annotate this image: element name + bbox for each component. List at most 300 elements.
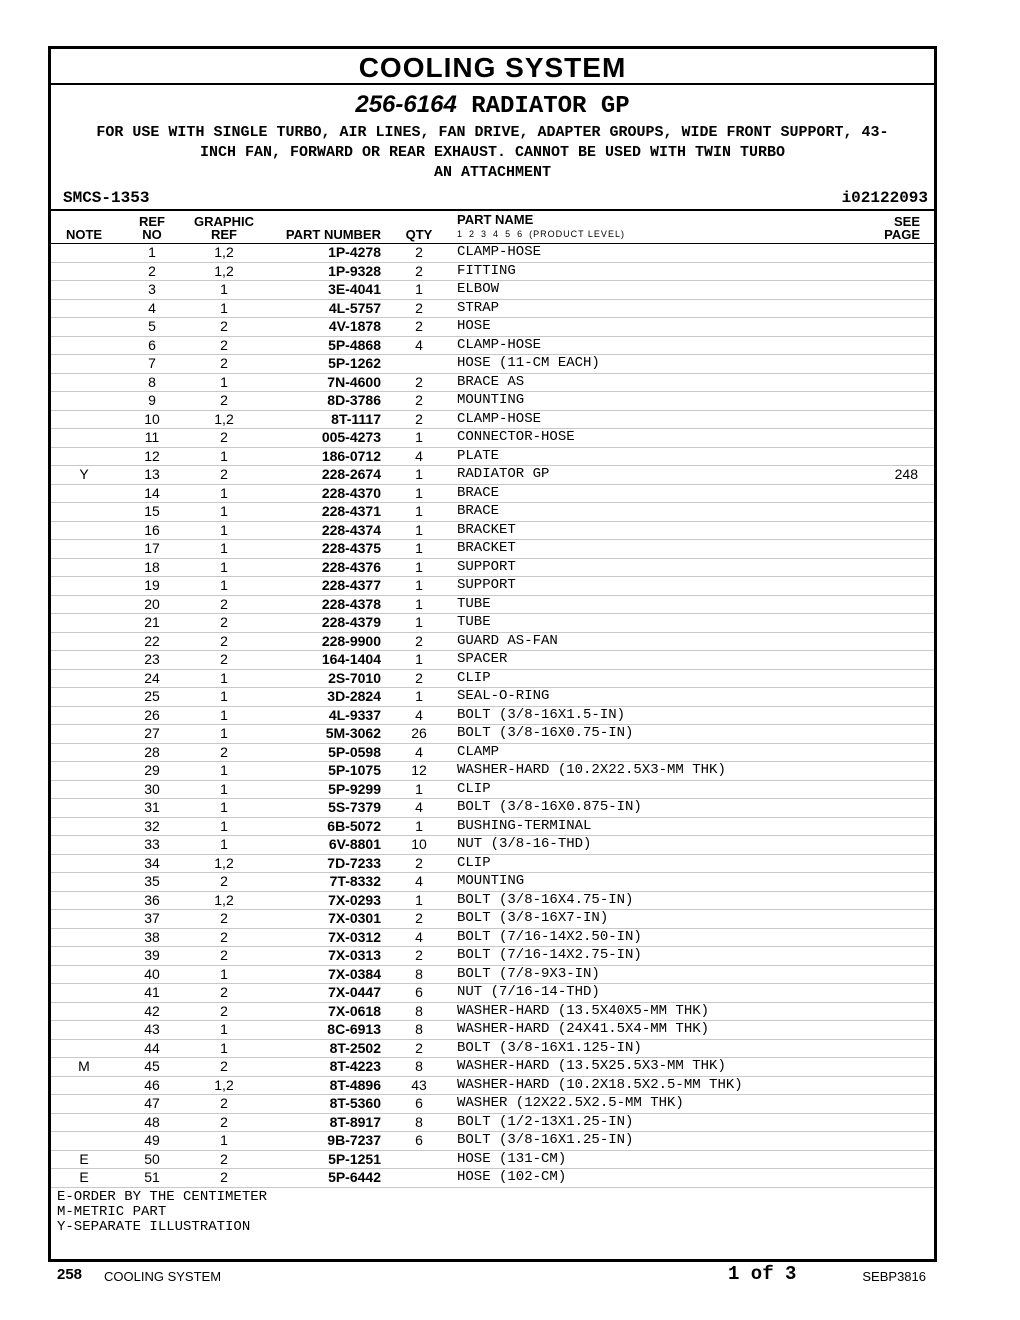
graphic-ref-cell: 1 <box>187 762 261 781</box>
see-page-cell <box>844 540 934 559</box>
part-number-cell: 5M-3062 <box>261 725 389 744</box>
part-number-cell: 228-4374 <box>261 521 389 540</box>
qty-cell: 2 <box>389 854 449 873</box>
qty-cell: 6 <box>389 984 449 1003</box>
note-cell <box>51 540 117 559</box>
see-page-cell <box>844 947 934 966</box>
note-cell <box>51 854 117 873</box>
table-row <box>51 410 934 429</box>
note-e: E-ORDER BY THE CENTIMETER <box>57 1188 268 1205</box>
qty-cell <box>389 355 449 374</box>
table-row <box>51 1021 934 1040</box>
ref-no-cell: 19 <box>117 577 187 596</box>
graphic-ref-cell: 2 <box>187 336 261 355</box>
qty-cell: 1 <box>389 466 449 485</box>
table-row <box>51 817 934 836</box>
ref-no-cell: 50 <box>117 1150 187 1169</box>
part-name-cell: RADIATOR GP <box>449 466 844 485</box>
ref-no-cell: 11 <box>117 429 187 448</box>
ref-no-cell: 40 <box>117 965 187 984</box>
see-page-cell <box>844 854 934 873</box>
part-number-cell: 5P-1262 <box>261 355 389 374</box>
note-cell <box>51 688 117 707</box>
table-row <box>51 743 934 762</box>
graphic-ref-cell: 1 <box>187 688 261 707</box>
part-name-cell: SUPPORT <box>449 558 844 577</box>
note-cell <box>51 1021 117 1040</box>
table-row <box>51 466 934 485</box>
note-cell <box>51 447 117 466</box>
part-number-cell: 5P-0598 <box>261 743 389 762</box>
see-page-cell <box>844 1002 934 1021</box>
ref-no-cell: 29 <box>117 762 187 781</box>
part-number-cell: 5S-7379 <box>261 799 389 818</box>
table-row <box>51 299 934 318</box>
graphic-ref-cell: 2 <box>187 429 261 448</box>
see-page-cell <box>844 817 934 836</box>
ref-no-cell: 1 <box>117 244 187 263</box>
ref-no-cell: 21 <box>117 614 187 633</box>
table-row <box>51 577 934 596</box>
part-number-cell: 3D-2824 <box>261 688 389 707</box>
ref-no-cell: 6 <box>117 336 187 355</box>
qty-cell: 1 <box>389 614 449 633</box>
table-row <box>51 614 934 633</box>
part-number-cell: 5P-1251 <box>261 1150 389 1169</box>
see-page-cell <box>844 910 934 929</box>
title-block <box>51 91 934 183</box>
part-name-cell: BRACE AS <box>449 373 844 392</box>
part-number-cell: 8T-4896 <box>261 1076 389 1095</box>
graphic-ref-cell: 2 <box>187 1150 261 1169</box>
qty-cell: 1 <box>389 281 449 300</box>
table-row <box>51 373 934 392</box>
part-name-cell: HOSE (131-CM) <box>449 1150 844 1169</box>
graphic-ref-cell: 1 <box>187 447 261 466</box>
note-cell <box>51 262 117 281</box>
part-name-cell: BOLT (3/8-16X4.75-IN) <box>449 891 844 910</box>
part-name-cell: WASHER-HARD (13.5X40X5-MM THK) <box>449 1002 844 1021</box>
table-row <box>51 965 934 984</box>
part-name-cell: SUPPORT <box>449 577 844 596</box>
see-page-cell <box>844 558 934 577</box>
graphic-ref-cell: 1 <box>187 577 261 596</box>
ref-no-cell: 39 <box>117 947 187 966</box>
qty-cell: 1 <box>389 521 449 540</box>
graphic-ref-cell: 1,2 <box>187 244 261 263</box>
qty-cell: 1 <box>389 651 449 670</box>
part-number-cell: 8C-6913 <box>261 1021 389 1040</box>
part-number-cell: 8T-1117 <box>261 410 389 429</box>
note-m: M-METRIC PART <box>57 1203 167 1220</box>
ref-no-cell: 12 <box>117 447 187 466</box>
ref-no-cell: 38 <box>117 928 187 947</box>
see-page-cell <box>844 1132 934 1151</box>
see-page-cell <box>844 355 934 374</box>
note-cell <box>51 799 117 818</box>
graphic-ref-cell: 1 <box>187 1132 261 1151</box>
graphic-ref-cell: 1 <box>187 836 261 855</box>
section-title: COOLING SYSTEM <box>51 49 934 85</box>
part-name-cell: GUARD AS-FAN <box>449 632 844 651</box>
part-name-cell: CLAMP-HOSE <box>449 244 844 263</box>
ref-no-cell: 36 <box>117 891 187 910</box>
table-row <box>51 540 934 559</box>
graphic-ref-cell: 1,2 <box>187 262 261 281</box>
note-cell <box>51 928 117 947</box>
ref-no-cell: 32 <box>117 817 187 836</box>
table-row <box>51 558 934 577</box>
ref-no-cell: 9 <box>117 392 187 411</box>
note-cell <box>51 780 117 799</box>
part-number-cell: 4L-5757 <box>261 299 389 318</box>
note-cell <box>51 910 117 929</box>
note-cell <box>51 244 117 263</box>
graphic-ref-cell: 1 <box>187 373 261 392</box>
table-row <box>51 725 934 744</box>
part-number-cell: 8T-5360 <box>261 1095 389 1114</box>
part-number-cell: 7X-0313 <box>261 947 389 966</box>
graphic-ref-cell: 2 <box>187 910 261 929</box>
group-description: FOR USE WITH SINGLE TURBO, AIR LINES, FAN DRIVE, ADAPTER GROUPS, WIDE FRONT SUPPORT, 43-INCH FAN, FORWARD OR REAR EXHAUST. CANNOT BE USED WITH TWIN TURBO <box>96 124 889 161</box>
graphic-ref-cell: 1 <box>187 669 261 688</box>
qty-cell <box>389 1169 449 1188</box>
see-page-cell <box>844 410 934 429</box>
graphic-ref-cell: 2 <box>187 651 261 670</box>
part-name-cell: BRACE <box>449 503 844 522</box>
table-row <box>51 1039 934 1058</box>
parts-page-frame <box>48 46 937 1262</box>
table-row <box>51 1058 934 1077</box>
col-ref-no: REF NO <box>117 211 187 244</box>
table-row <box>51 336 934 355</box>
qty-cell: 4 <box>389 928 449 947</box>
note-cell <box>51 1132 117 1151</box>
table-row <box>51 910 934 929</box>
see-page-cell <box>844 577 934 596</box>
ref-no-cell: 44 <box>117 1039 187 1058</box>
see-page-cell <box>844 1058 934 1077</box>
table-row <box>51 595 934 614</box>
graphic-ref-cell: 1,2 <box>187 410 261 429</box>
ref-no-cell: 45 <box>117 1058 187 1077</box>
note-cell <box>51 651 117 670</box>
col-graphic-ref: GRAPHIC REF <box>187 211 261 244</box>
qty-cell: 4 <box>389 799 449 818</box>
ref-no-cell: 47 <box>117 1095 187 1114</box>
part-name-cell: BOLT (3/8-16X0.75-IN) <box>449 725 844 744</box>
qty-cell: 8 <box>389 1002 449 1021</box>
ref-no-cell: 43 <box>117 1021 187 1040</box>
table-row <box>51 780 934 799</box>
graphic-ref-cell: 1 <box>187 799 261 818</box>
qty-cell: 2 <box>389 318 449 337</box>
qty-cell: 4 <box>389 873 449 892</box>
graphic-ref-cell: 1 <box>187 299 261 318</box>
ref-no-cell: 8 <box>117 373 187 392</box>
see-page-cell <box>844 447 934 466</box>
qty-cell: 26 <box>389 725 449 744</box>
part-number-cell: 228-4378 <box>261 595 389 614</box>
ref-no-cell: 41 <box>117 984 187 1003</box>
note-cell <box>51 947 117 966</box>
ref-no-cell: 30 <box>117 780 187 799</box>
parts-table-body <box>51 244 934 1188</box>
table-row <box>51 873 934 892</box>
table-row <box>51 484 934 503</box>
graphic-ref-cell: 1 <box>187 558 261 577</box>
part-name-cell: HOSE (11-CM EACH) <box>449 355 844 374</box>
ref-no-cell: 23 <box>117 651 187 670</box>
qty-cell: 2 <box>389 410 449 429</box>
ref-no-cell: 31 <box>117 799 187 818</box>
note-cell <box>51 984 117 1003</box>
note-cell <box>51 355 117 374</box>
see-page-cell <box>844 1169 934 1188</box>
see-page-cell <box>844 614 934 633</box>
part-number-cell: 6V-8801 <box>261 836 389 855</box>
graphic-ref-cell: 1 <box>187 484 261 503</box>
part-name-cell: STRAP <box>449 299 844 318</box>
graphic-ref-cell: 1 <box>187 817 261 836</box>
see-page-cell <box>844 1039 934 1058</box>
illustration-id: i02122093 <box>841 189 928 207</box>
qty-cell: 10 <box>389 836 449 855</box>
qty-cell: 6 <box>389 1095 449 1114</box>
col-part-number: PART NUMBER <box>261 211 389 244</box>
graphic-ref-cell: 2 <box>187 743 261 762</box>
footer-page-number: 258 <box>57 1266 83 1283</box>
qty-cell: 4 <box>389 447 449 466</box>
graphic-ref-cell: 2 <box>187 318 261 337</box>
table-row <box>51 503 934 522</box>
group-part-number: 256-6164 <box>355 91 457 118</box>
graphic-ref-cell: 2 <box>187 355 261 374</box>
qty-cell: 2 <box>389 669 449 688</box>
table-row <box>51 836 934 855</box>
part-name-cell: BRACE <box>449 484 844 503</box>
part-number-cell: 4L-9337 <box>261 706 389 725</box>
part-number-cell: 005-4273 <box>261 429 389 448</box>
note-cell: E <box>51 1150 117 1169</box>
table-row <box>51 1095 934 1114</box>
part-name-cell: NUT (7/16-14-THD) <box>449 984 844 1003</box>
part-name-cell: BOLT (3/8-16X1.5-IN) <box>449 706 844 725</box>
note-cell <box>51 318 117 337</box>
smcs-row <box>51 183 934 211</box>
qty-cell: 2 <box>389 1039 449 1058</box>
part-number-cell: 9B-7237 <box>261 1132 389 1151</box>
graphic-ref-cell: 1 <box>187 965 261 984</box>
qty-cell: 1 <box>389 817 449 836</box>
qty-cell: 1 <box>389 891 449 910</box>
ref-no-cell: 27 <box>117 725 187 744</box>
part-number-cell: 5P-6442 <box>261 1169 389 1188</box>
qty-cell <box>389 1150 449 1169</box>
qty-cell: 2 <box>389 373 449 392</box>
note-cell <box>51 299 117 318</box>
table-row <box>51 706 934 725</box>
part-number-cell: 8D-3786 <box>261 392 389 411</box>
part-number-cell: 7X-0301 <box>261 910 389 929</box>
see-page-cell: 248 <box>844 466 934 485</box>
see-page-cell <box>844 725 934 744</box>
part-number-cell: 6B-5072 <box>261 817 389 836</box>
col-note: NOTE <box>51 211 117 244</box>
graphic-ref-cell: 1 <box>187 1039 261 1058</box>
see-page-cell <box>844 484 934 503</box>
table-row <box>51 355 934 374</box>
part-name-cell: WASHER-HARD (10.2X18.5X2.5-MM THK) <box>449 1076 844 1095</box>
see-page-cell <box>844 799 934 818</box>
note-cell: E <box>51 1169 117 1188</box>
table-row <box>51 632 934 651</box>
table-row <box>51 429 934 448</box>
graphic-ref-cell: 2 <box>187 1002 261 1021</box>
graphic-ref-cell: 2 <box>187 928 261 947</box>
part-number-cell: 228-4376 <box>261 558 389 577</box>
graphic-ref-cell: 1 <box>187 503 261 522</box>
qty-cell: 6 <box>389 1132 449 1151</box>
see-page-cell <box>844 928 934 947</box>
ref-no-cell: 5 <box>117 318 187 337</box>
qty-cell: 1 <box>389 484 449 503</box>
part-number-cell: 5P-4868 <box>261 336 389 355</box>
part-name-cell: CLAMP-HOSE <box>449 410 844 429</box>
graphic-ref-cell: 1 <box>187 780 261 799</box>
graphic-ref-cell: 1 <box>187 521 261 540</box>
part-name-cell: SEAL-O-RING <box>449 688 844 707</box>
graphic-ref-cell: 1 <box>187 281 261 300</box>
graphic-ref-cell: 1,2 <box>187 1076 261 1095</box>
see-page-cell <box>844 743 934 762</box>
see-page-cell <box>844 706 934 725</box>
see-page-cell <box>844 1021 934 1040</box>
part-number-cell: 2S-7010 <box>261 669 389 688</box>
part-number-cell: 1P-9328 <box>261 262 389 281</box>
see-page-cell <box>844 595 934 614</box>
see-page-cell <box>844 299 934 318</box>
see-page-cell <box>844 688 934 707</box>
note-cell <box>51 558 117 577</box>
note-cell <box>51 632 117 651</box>
note-cell <box>51 1002 117 1021</box>
part-name-cell: HOSE <box>449 318 844 337</box>
table-row <box>51 281 934 300</box>
part-number-cell: 4V-1878 <box>261 318 389 337</box>
qty-cell: 2 <box>389 947 449 966</box>
part-number-cell: 228-4371 <box>261 503 389 522</box>
ref-no-cell: 34 <box>117 854 187 873</box>
part-name-cell: CLAMP-HOSE <box>449 336 844 355</box>
table-row <box>51 799 934 818</box>
smcs-code: SMCS-1353 <box>63 189 150 207</box>
see-page-cell <box>844 429 934 448</box>
table-row <box>51 1150 934 1169</box>
table-row <box>51 984 934 1003</box>
note-cell <box>51 410 117 429</box>
table-row <box>51 688 934 707</box>
graphic-ref-cell: 2 <box>187 1113 261 1132</box>
part-name-cell: BOLT (7/16-14X2.75-IN) <box>449 947 844 966</box>
note-cell <box>51 429 117 448</box>
part-number-cell: 7D-7233 <box>261 854 389 873</box>
part-number-cell: 1P-4278 <box>261 244 389 263</box>
qty-cell: 1 <box>389 429 449 448</box>
table-row <box>51 947 934 966</box>
qty-cell: 2 <box>389 392 449 411</box>
part-name-cell: PLATE <box>449 447 844 466</box>
ref-no-cell: 35 <box>117 873 187 892</box>
part-number-cell: 7N-4600 <box>261 373 389 392</box>
note-cell <box>51 1076 117 1095</box>
ref-no-cell: 2 <box>117 262 187 281</box>
attachment-label: AN ATTACHMENT <box>433 164 552 181</box>
part-number-cell: 186-0712 <box>261 447 389 466</box>
part-number-cell: 7X-0384 <box>261 965 389 984</box>
part-number-cell: 164-1404 <box>261 651 389 670</box>
see-page-cell <box>844 1113 934 1132</box>
table-row <box>51 521 934 540</box>
note-cell <box>51 373 117 392</box>
ref-no-cell: 42 <box>117 1002 187 1021</box>
note-cell <box>51 669 117 688</box>
note-cell <box>51 503 117 522</box>
parts-table <box>51 211 934 1188</box>
note-cell <box>51 706 117 725</box>
part-name-cell: ELBOW <box>449 281 844 300</box>
part-name-cell: BOLT (3/8-16X1.25-IN) <box>449 1132 844 1151</box>
part-number-cell: 7T-8332 <box>261 873 389 892</box>
see-page-cell <box>844 373 934 392</box>
graphic-ref-cell: 2 <box>187 632 261 651</box>
table-row <box>51 244 934 263</box>
see-page-cell <box>844 836 934 855</box>
ref-no-cell: 49 <box>117 1132 187 1151</box>
col-part-name: PART NAME 1 2 3 4 5 6 (PRODUCT LEVEL) <box>449 211 844 244</box>
note-cell <box>51 873 117 892</box>
footer-section: COOLING SYSTEM <box>104 1269 222 1284</box>
see-page-cell <box>844 262 934 281</box>
part-name-cell: NUT (3/8-16-THD) <box>449 836 844 855</box>
note-cell <box>51 595 117 614</box>
ref-no-cell: 46 <box>117 1076 187 1095</box>
see-page-cell <box>844 965 934 984</box>
part-number-cell: 7X-0618 <box>261 1002 389 1021</box>
graphic-ref-cell: 2 <box>187 1169 261 1188</box>
part-name-cell: WASHER-HARD (13.5X25.5X3-MM THK) <box>449 1058 844 1077</box>
qty-cell: 43 <box>389 1076 449 1095</box>
ref-no-cell: 25 <box>117 688 187 707</box>
part-number-cell: 7X-0312 <box>261 928 389 947</box>
ref-no-cell: 37 <box>117 910 187 929</box>
qty-cell: 12 <box>389 762 449 781</box>
qty-cell: 8 <box>389 1021 449 1040</box>
part-name-cell: TUBE <box>449 614 844 633</box>
qty-cell: 2 <box>389 910 449 929</box>
graphic-ref-cell: 2 <box>187 1095 261 1114</box>
qty-cell: 1 <box>389 577 449 596</box>
note-cell <box>51 521 117 540</box>
part-name-cell: BUSHING-TERMINAL <box>449 817 844 836</box>
table-header-row <box>51 211 934 244</box>
ref-no-cell: 33 <box>117 836 187 855</box>
part-name-cell: TUBE <box>449 595 844 614</box>
see-page-cell <box>844 762 934 781</box>
qty-cell: 1 <box>389 595 449 614</box>
qty-cell: 2 <box>389 244 449 263</box>
ref-no-cell: 51 <box>117 1169 187 1188</box>
